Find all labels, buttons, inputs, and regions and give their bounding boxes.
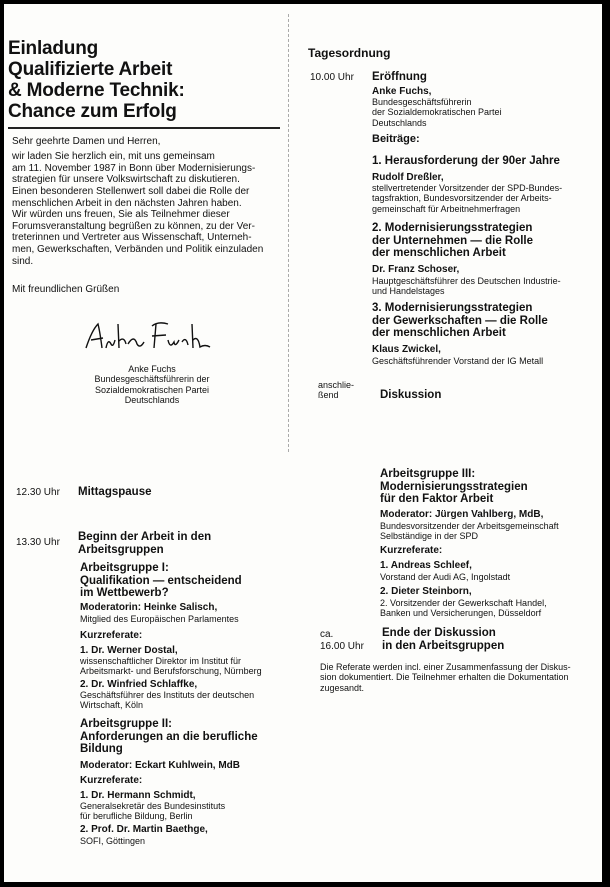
group-3-title: Arbeitsgruppe III: Modernisierungsstrategien für den Faktor Arbeit <box>380 468 528 505</box>
group-2-speaker-2-role: SOFI, Göttingen <box>80 836 146 846</box>
time-1000: 10.00 Uhr <box>310 72 354 83</box>
lunch-break: Mittagspause <box>78 486 152 498</box>
letter-paragraph-1: wir laden Sie herzlich ein, mit uns gemeinsam am 11. November 1987 in Bonn über Modernisierungs- strategien für unsere Volkswirtschaft zu diskutieren. <box>12 151 256 186</box>
signer-block: Anke Fuchs Bundesgeschäftsführerin der Sozialdemokratischen Partei Deutschlands <box>94 364 210 406</box>
group-3-speaker-2-role: 2. Vorsitzender der Gewerkschaft Handel, Banken und Versicherungen, Düsseldorf <box>380 598 547 619</box>
salutation: Sehr geehrte Damen und Herren, <box>12 136 161 147</box>
group-1-speaker-1: 1. Dr. Werner Dostal, <box>80 645 178 656</box>
contribution-3-title: 3. Modernisierungsstrategien der Gewerkschaften — die Rolle der menschlichen Arbeit <box>372 302 548 339</box>
contributions-heading: Beiträge: <box>372 133 420 145</box>
contribution-1-role: stellvertretender Vorsitzender der SPD-Bundes- tagsfraktion, Bundesvorsitzender der Arbeits- gemeinschaft für Arbeitnehmerfragen <box>372 183 563 214</box>
time-afterwards: anschlie- ßend <box>318 380 355 401</box>
closing: Mit freundlichen Grüßen <box>12 284 120 295</box>
group-1-moderator: Moderatorin: Heinke Salisch, <box>80 602 218 613</box>
contribution-2-speaker: Dr. Franz Schoser, <box>372 264 460 275</box>
discussion-title: Diskussion <box>380 389 442 401</box>
opening-speaker: Anke Fuchs, <box>372 86 432 97</box>
end-of-discussion: Ende der Diskussion in den Arbeitsgruppen <box>382 627 505 652</box>
group-1-moderator-role: Mitglied des Europäischen Parlamentes <box>80 614 239 624</box>
group-3-moderator: Moderator: Jürgen Vahlberg, MdB, <box>380 509 544 520</box>
invitation-title: Einladung Qualifizierte Arbeit & Moderne Technik: Chance zum Erfolg <box>8 38 185 122</box>
contribution-1-speaker: Rudolf Dreßler, <box>372 172 444 183</box>
group-2-speaker-2: 2. Prof. Dr. Martin Baethge, <box>80 824 208 835</box>
handwritten-signature <box>82 318 222 354</box>
group-3-talks-heading: Kurzreferate: <box>380 545 443 556</box>
group-3-moderator-role: Bundesvorsitzender der Arbeitsgemeinschaft Selbständige in der SPD <box>380 521 559 542</box>
working-groups-start: Beginn der Arbeit in den Arbeitsgruppen <box>78 531 212 556</box>
group-3-speaker-2: 2. Dieter Steinborn, <box>380 586 472 597</box>
opening-speaker-role: Bundesgeschäftsführerin der Sozialdemokratischen Partei Deutschlands <box>372 97 502 128</box>
contribution-1-title: 1. Herausforderung der 90er Jahre <box>372 155 560 167</box>
group-2-moderator: Moderator: Eckart Kuhlwein, MdB <box>80 760 241 771</box>
opening-title: Eröffnung <box>372 71 427 83</box>
letter-paragraph-2: Einen besonderen Stellenwert soll dabei die Rolle der menschlichen Arbeit in den nächsten Jahren haben. Wir würden uns freuen, Sie als Teilnehmer dieser Forumsveranstaltung begrüßen zu können, zu der Ver- treterinnen und Vertreter aus Wissenschaft, Unterneh- men, Gewerkschaften, Verbänden und Politik einzuladen sind. <box>12 186 264 267</box>
group-1-talks-heading: Kurzreferate: <box>80 630 143 641</box>
group-1-title: Arbeitsgruppe I: Qualifikation — entscheidend im Wettbewerb? <box>80 562 242 599</box>
group-2-talks-heading: Kurzreferate: <box>80 775 143 786</box>
group-3-speaker-1: 1. Andreas Schleef, <box>380 560 472 571</box>
time-1330: 13.30 Uhr <box>16 537 60 548</box>
contribution-2-role: Hauptgeschäftsführer des Deutschen Industrie- und Handelstages <box>372 276 561 297</box>
group-2-speaker-1: 1. Dr. Hermann Schmidt, <box>80 790 196 801</box>
contribution-3-role: Geschäftsführender Vorstand der IG Metall <box>372 356 544 366</box>
contribution-2-title: 2. Modernisierungsstrategien der Unternehmen — die Rolle der menschlichen Arbeit <box>372 222 534 259</box>
contribution-3-speaker: Klaus Zwickel, <box>372 344 441 355</box>
group-2-speaker-1-role: Generalsekretär des Bundesinstituts für berufliche Bildung, Berlin <box>80 801 226 822</box>
group-2-title: Arbeitsgruppe II: Anforderungen an die berufliche Bildung <box>80 718 258 755</box>
group-1-speaker-1-role: wissenschaftlicher Direktor im Institut für Arbeitsmarkt- und Berufsforschung, Nürnberg <box>80 656 262 677</box>
documentation-note: Die Referate werden incl. einer Zusammenfassung der Diskus- sion dokumentiert. Die Teilnehmer erhalten die Dokumentation zugesandt. <box>320 662 571 693</box>
agenda-heading: Tagesordnung <box>308 46 391 60</box>
title-underline <box>8 127 280 129</box>
group-1-speaker-2: 2. Dr. Winfried Schlaffke, <box>80 679 198 690</box>
group-3-speaker-1-role: Vorstand der Audi AG, Ingolstadt <box>380 572 511 582</box>
group-1-speaker-2-role: Geschäftsführer des Instituts der deutschen Wirtschaft, Köln <box>80 690 255 711</box>
time-1230: 12.30 Uhr <box>16 487 60 498</box>
time-1600: ca. 16.00 Uhr <box>320 629 364 652</box>
